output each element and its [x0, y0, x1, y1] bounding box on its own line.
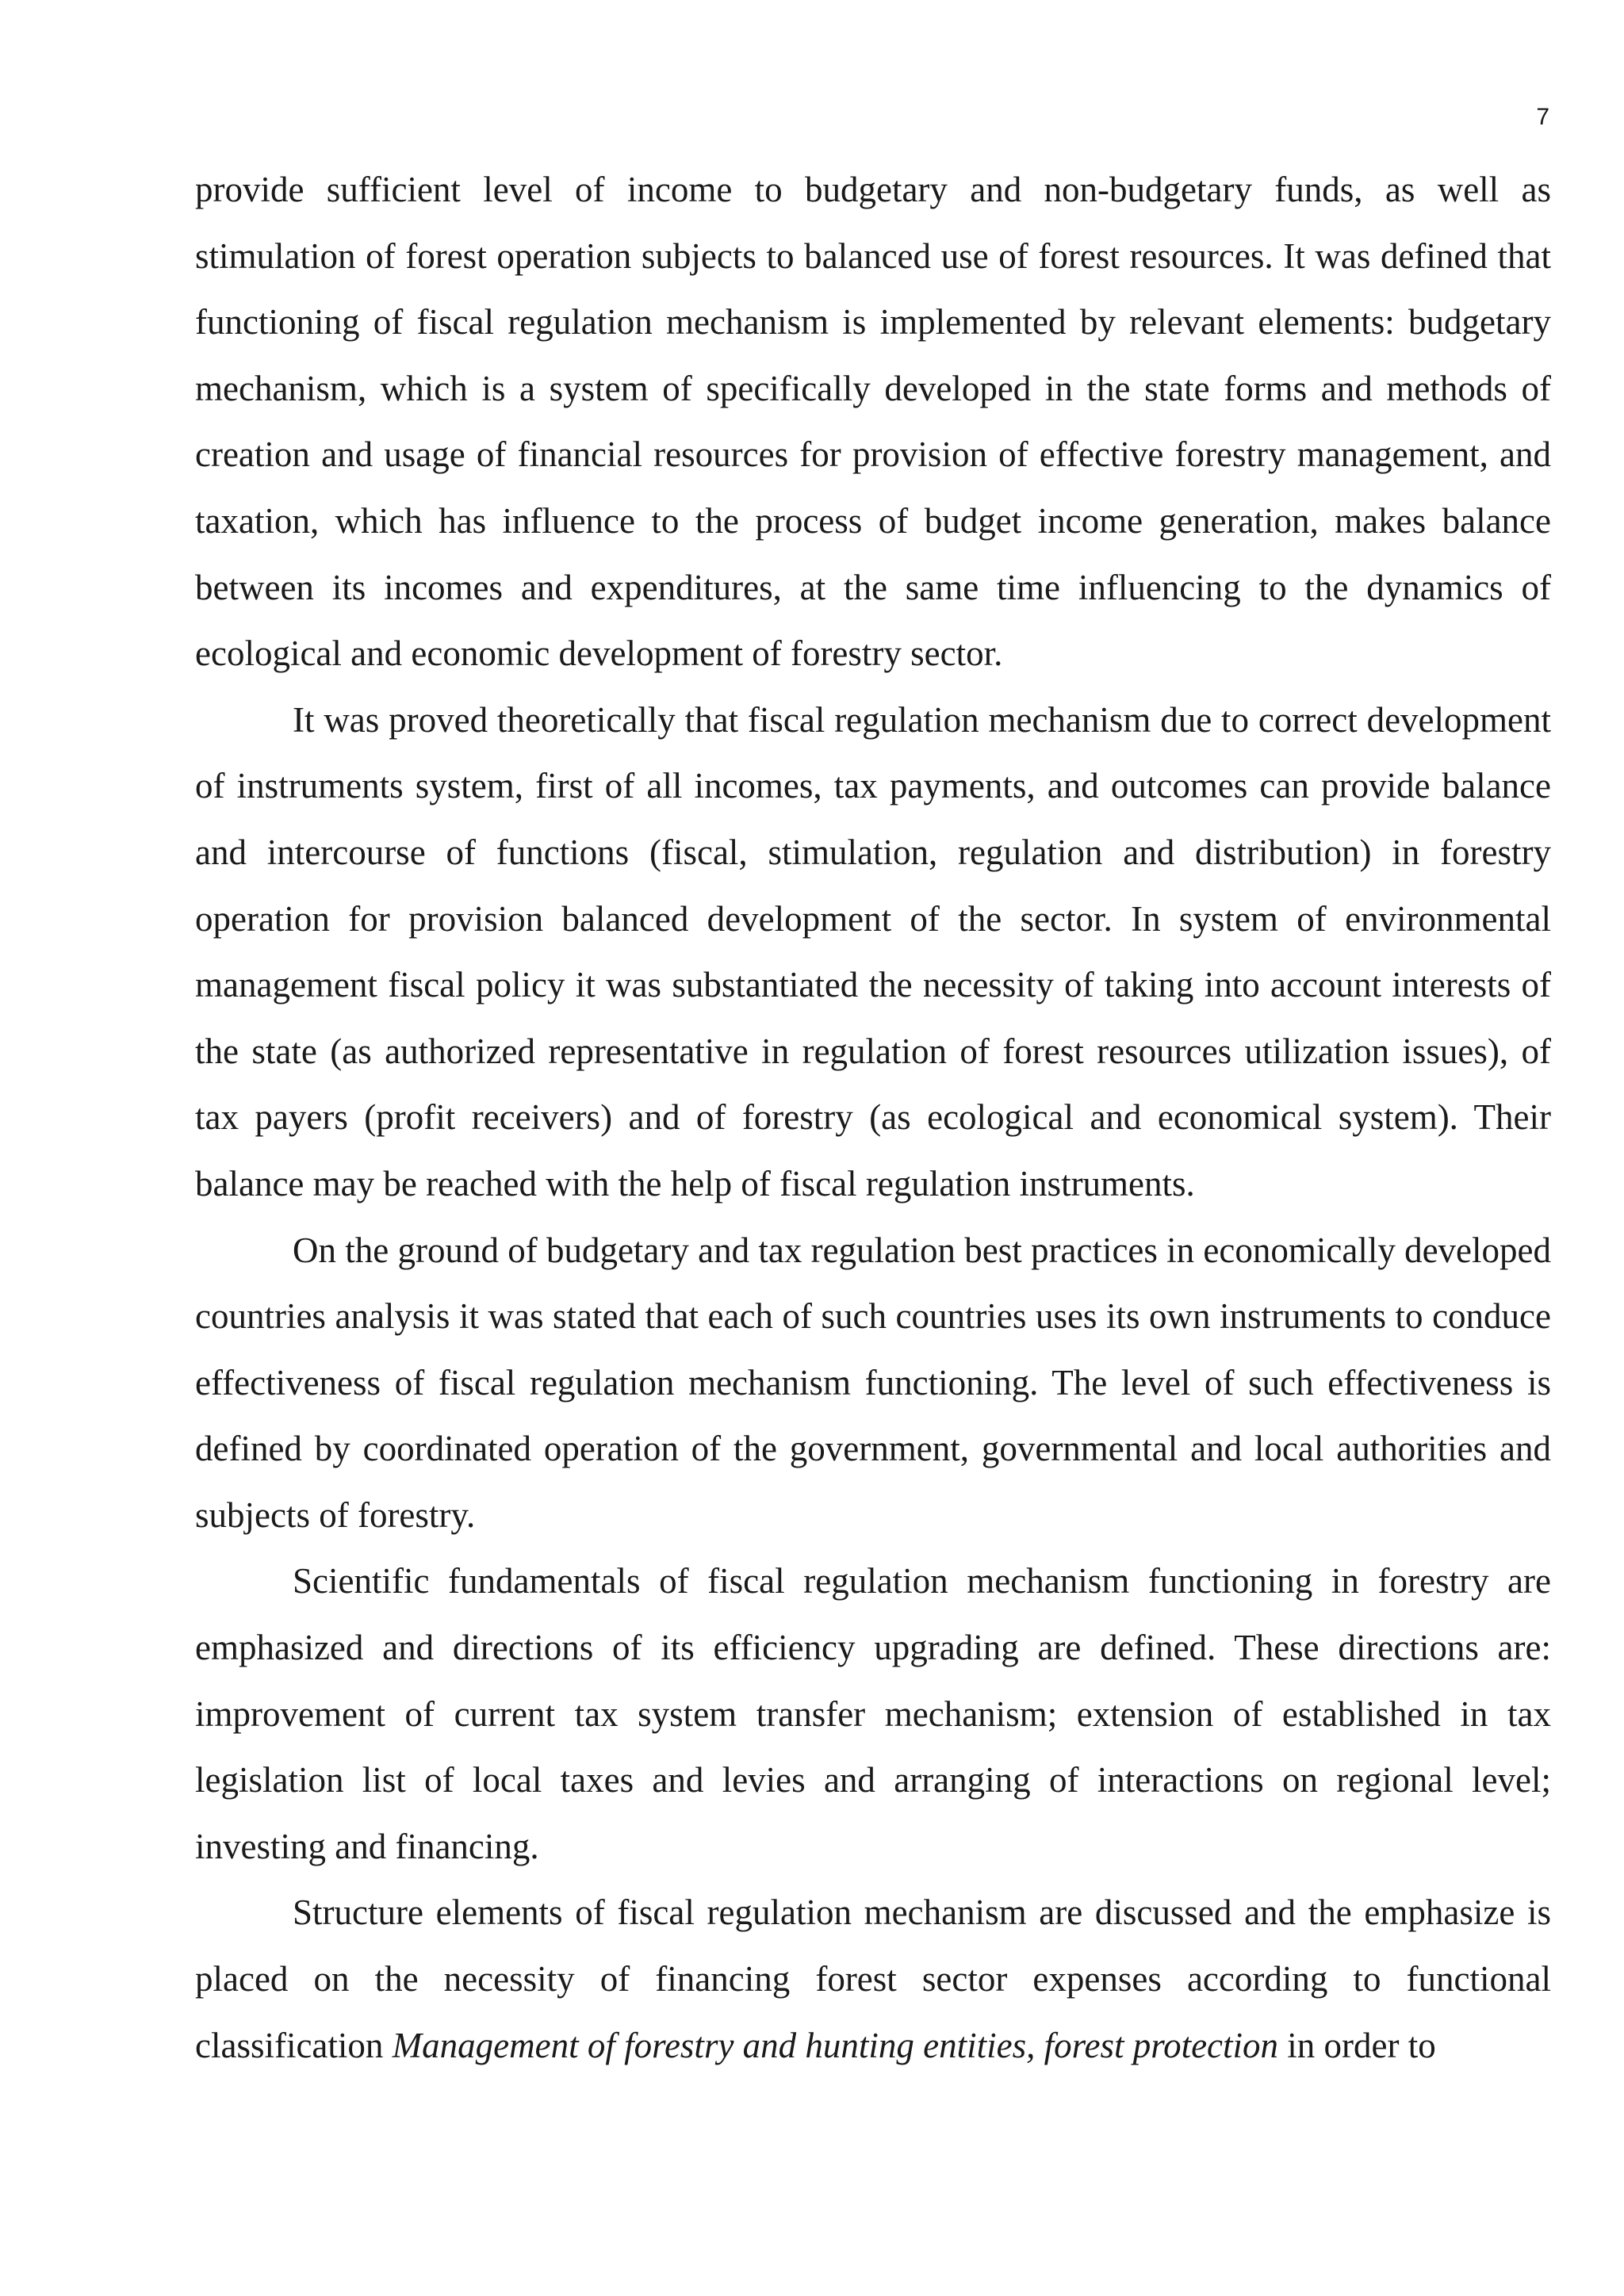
paragraph-5-tail: in order to: [1278, 2025, 1436, 2065]
paragraph-3: On the ground of budgetary and tax regulation best practices in economically developed countries analysis it was stated that each of such countries uses its own instruments to conduce effectiveness of fiscal regulation mechanism functioning. The level of such effectiveness is defined by coordinated operation of the government, governmental and local authorities and subjects of forestry.: [195, 1230, 1551, 1535]
paragraph-1: provide sufficient level of income to budgetary and non-budgetary funds, as well as stimulation of forest operation subjects to balanced use of forest resources. It was defined that functioning of fiscal regulation mechanism is implemented by relevant elements: budgetary mechanism, which is a system of specifically developed in the state forms and methods of creation and usage of financial resources for provision of effective forestry management, and taxation, which has influence to the process of budget income generation, makes balance between its incomes and expenditures, at the same time influencing to the dynamics of ecological and economic development of forestry sector.: [195, 170, 1551, 674]
page-number: 7: [1536, 104, 1549, 130]
paragraph-5: [195, 1880, 1551, 2079]
functional-classification-title: Management of forestry and hunting entities, forest protection: [392, 2025, 1279, 2065]
body-text: [195, 157, 1551, 2079]
paragraph-4: Scientific fundamentals of fiscal regulation mechanism functioning in forestry are emphasized and directions of its efficiency upgrading are defined. These directions are: improvement of current tax system transfer mechanism; extension of established in tax legislation list of local taxes and levies and arranging of interactions on regional level; investing and financing.: [195, 1561, 1551, 1866]
paragraph-2: It was proved theoretically that fiscal regulation mechanism due to correct development of instruments system, first of all incomes, tax payments, and outcomes can provide balance and intercourse of functions (fiscal, stimulation, regulation and distribution) in forestry operation for provision balanced development of the sector. In system of environmental management fiscal policy it was substantiated the necessity of taking into account interests of the state (as authorized representative in regulation of forest resources utilization issues), of tax payers (profit receivers) and of forestry (as ecological and economical system). Their balance may be reached with the help of fiscal regulation instruments.: [195, 699, 1551, 1203]
paragraph-5-lead: Structure elements of fiscal regulation mechanism are discussed and the emphasize is placed on the necessity of financing forest sector expenses according to functional classification: [195, 1892, 1551, 2065]
